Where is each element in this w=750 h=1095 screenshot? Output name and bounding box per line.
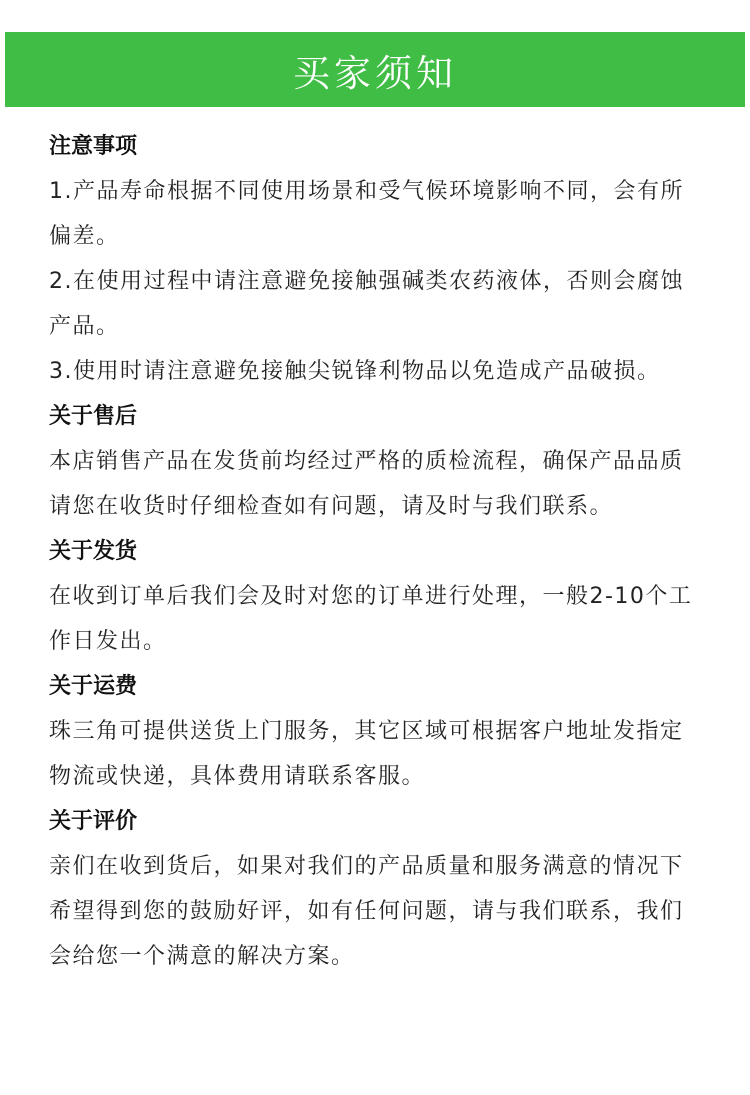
section-line: 作日发出。 bbox=[49, 629, 167, 654]
section-line: 本店销售产品在发货前均经过严格的质检流程，确保产品品质 bbox=[49, 449, 684, 474]
section-line: 物流或快递，具体费用请联系客服。 bbox=[49, 764, 426, 789]
section-freight bbox=[49, 664, 739, 799]
section-line: 在收到订单后我们会及时对您的订单进行处理，一般2-10个工 bbox=[49, 584, 693, 609]
section-title: 注意事项 bbox=[49, 134, 138, 159]
section-line: 3.使用时请注意避免接触尖锐锋利物品以免造成产品破损。 bbox=[49, 359, 661, 384]
section-line: 偏差。 bbox=[49, 224, 120, 249]
section-precautions bbox=[49, 124, 739, 394]
notice-content bbox=[49, 124, 739, 979]
section-title: 关于售后 bbox=[49, 404, 138, 429]
section-line: 1.产品寿命根据不同使用场景和受气候环境影响不同，会有所 bbox=[49, 179, 684, 204]
section-title: 关于发货 bbox=[49, 539, 138, 564]
section-title: 关于评价 bbox=[49, 809, 138, 834]
section-title: 关于运费 bbox=[49, 674, 138, 699]
section-line: 亲们在收到货后，如果对我们的产品质量和服务满意的情况下 bbox=[49, 854, 684, 879]
header-banner bbox=[5, 32, 745, 107]
section-line: 希望得到您的鼓励好评，如有任何问题，请与我们联系，我们 bbox=[49, 899, 684, 924]
page-title: 买家须知 bbox=[293, 51, 457, 95]
section-shipping bbox=[49, 529, 739, 664]
section-line: 2.在使用过程中请注意避免接触强碱类农药液体，否则会腐蚀 bbox=[49, 269, 684, 294]
section-reviews bbox=[49, 799, 739, 979]
section-line: 会给您一个满意的解决方案。 bbox=[49, 944, 355, 969]
section-after-sales bbox=[49, 394, 739, 529]
section-line: 珠三角可提供送货上门服务，其它区域可根据客户地址发指定 bbox=[49, 719, 684, 744]
section-line: 请您在收货时仔细检查如有问题，请及时与我们联系。 bbox=[49, 494, 614, 519]
section-line: 产品。 bbox=[49, 314, 120, 339]
